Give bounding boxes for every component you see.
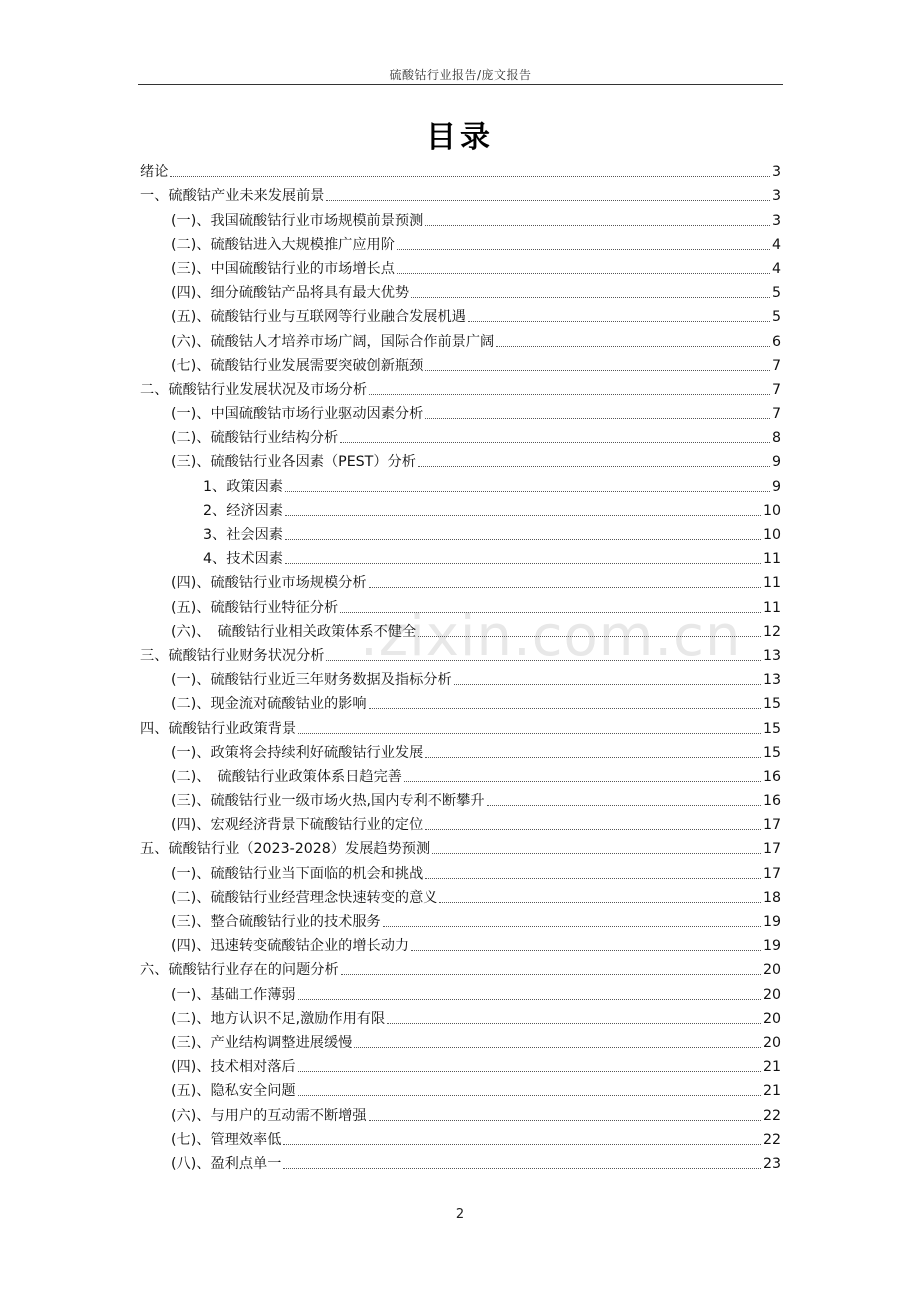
toc-entry-title: (三)、中国硫酸钴行业的市场增长点 xyxy=(171,260,395,277)
toc-entry-title: (七)、硫酸钴行业发展需要突破创新瓶颈 xyxy=(171,357,424,374)
toc-entry[interactable] xyxy=(140,205,781,229)
dot-leader xyxy=(170,176,770,177)
dot-leader xyxy=(487,805,761,806)
dot-leader xyxy=(387,1023,761,1024)
toc-entry-title: (二)、硫酸钴进入大规模推广应用阶 xyxy=(171,236,395,253)
toc-entry-page: 16 xyxy=(762,793,781,810)
toc-entry-page: 10 xyxy=(762,502,781,519)
toc-entry-title: (一)、我国硫酸钴行业市场规模前景预测 xyxy=(171,212,424,229)
toc-entry[interactable] xyxy=(140,278,781,302)
toc-entry-page: 11 xyxy=(762,599,781,616)
toc-entry-title: (四)、宏观经济背景下硫酸钴行业的定位 xyxy=(171,817,424,834)
toc-entry-title: 1、政策因素 xyxy=(203,478,283,495)
dot-leader xyxy=(425,878,761,879)
toc-entry-title: (七)、管理效率低 xyxy=(171,1131,282,1148)
toc-entry[interactable] xyxy=(140,157,781,181)
toc-entry-title: (四)、迅速转变硫酸钴企业的增长动力 xyxy=(171,938,410,955)
toc-entry[interactable] xyxy=(140,955,781,979)
toc-entry-title: 一、硫酸钴产业未来发展前景 xyxy=(140,188,325,205)
toc-entry-page: 4 xyxy=(771,236,781,253)
toc-entry[interactable] xyxy=(140,496,781,520)
toc-entry[interactable] xyxy=(140,471,781,495)
toc-entry-title: (二)、硫酸钴行业经营理念快速转变的意义 xyxy=(171,889,438,906)
toc-entry-title: (三)、整合硫酸钴行业的技术服务 xyxy=(171,914,381,930)
running-header: 硫酸钴行业报告/庞文报告 xyxy=(389,68,532,82)
toc-entry-page: 16 xyxy=(762,768,781,785)
toc-entry[interactable] xyxy=(140,230,781,254)
toc-entry-page: 15 xyxy=(762,744,781,761)
toc-entry-page: 20 xyxy=(762,1034,781,1051)
dot-leader xyxy=(326,660,760,661)
toc-entry-page: 20 xyxy=(762,962,781,979)
dot-leader xyxy=(298,733,761,734)
toc-entry-page: 3 xyxy=(771,212,781,229)
dot-leader xyxy=(404,781,761,782)
dot-leader xyxy=(285,515,761,516)
toc-entry-page: 9 xyxy=(771,454,781,471)
toc-entry-title: (一)、硫酸钴行业近三年财务数据及指标分析 xyxy=(171,672,452,689)
toc-entry[interactable] xyxy=(140,907,781,931)
page-title: 目录 xyxy=(426,120,494,155)
toc-entry-title: 五、硫酸钴行业（2023-2028）发展趋势预测 xyxy=(140,841,431,858)
toc-entry[interactable] xyxy=(140,762,781,786)
toc-entry-title: 绪论 xyxy=(140,164,169,181)
dot-leader xyxy=(283,1144,761,1145)
toc-entry[interactable] xyxy=(140,181,781,205)
toc-entry[interactable] xyxy=(140,641,781,665)
dot-leader xyxy=(369,394,770,395)
dot-leader xyxy=(285,563,761,564)
toc-entry[interactable] xyxy=(140,399,781,423)
toc-entry-page: 22 xyxy=(762,1131,781,1148)
toc-entry[interactable] xyxy=(140,520,781,544)
toc-entry-page: 6 xyxy=(771,333,781,350)
dot-leader xyxy=(411,297,770,298)
toc-entry-title: (三)、硫酸钴行业一级市场火热,国内专利不断攀升 xyxy=(171,793,485,810)
toc-entry-title: (二)、硫酸钴行业结构分析 xyxy=(171,430,339,447)
toc-entry-title: (八)、盈利点单一 xyxy=(171,1155,282,1172)
dot-leader xyxy=(340,612,761,613)
toc-entry-title: (二)、现金流对硫酸钴业的影响 xyxy=(171,696,367,713)
header-divider xyxy=(138,84,783,85)
toc-entry[interactable] xyxy=(140,713,781,737)
page-number: 2 xyxy=(455,1207,465,1222)
toc-entry-title: (二)、地方认识不足,激励作用有限 xyxy=(171,1010,386,1027)
toc-entry[interactable] xyxy=(140,1149,781,1173)
toc-entry[interactable] xyxy=(140,689,781,713)
toc-entry[interactable] xyxy=(140,544,781,568)
toc-entry-title: (二)、 硫酸钴行业政策体系日趋完善 xyxy=(171,768,402,785)
dot-leader xyxy=(411,950,761,951)
toc-entry-title: (一)、基础工作薄弱 xyxy=(171,986,296,1003)
toc-entry-page: 11 xyxy=(762,551,781,568)
toc-entry-page: 19 xyxy=(762,914,781,930)
toc-entry-title: (一)、政策将会持续利好硫酸钴行业发展 xyxy=(171,744,424,761)
toc-entry-page: 21 xyxy=(762,1059,781,1076)
toc-entry[interactable] xyxy=(140,1028,781,1052)
toc-entry[interactable] xyxy=(140,302,781,326)
toc-entry[interactable] xyxy=(140,351,781,375)
toc-entry-page: 3 xyxy=(771,164,781,181)
dot-leader xyxy=(454,684,761,685)
toc-entry[interactable] xyxy=(140,786,781,810)
toc-entry-title: (一)、硫酸钴行业当下面临的机会和挑战 xyxy=(171,865,424,882)
dot-leader xyxy=(298,999,761,1000)
table-of-contents xyxy=(140,157,781,1173)
toc-entry-page: 8 xyxy=(771,430,781,447)
toc-entry-page: 17 xyxy=(762,865,781,882)
toc-entry-page: 12 xyxy=(762,623,781,640)
dot-leader xyxy=(298,1095,761,1096)
dot-leader xyxy=(354,1047,761,1048)
toc-entry-title: (一)、中国硫酸钴市场行业驱动因素分析 xyxy=(171,406,424,423)
toc-entry-title: (六)、硫酸钴人才培养市场广阔，国际合作前景广阔 xyxy=(171,333,495,350)
toc-entry[interactable] xyxy=(140,1125,781,1149)
toc-entry[interactable] xyxy=(140,375,781,399)
toc-entry-page: 11 xyxy=(762,575,781,592)
toc-entry[interactable] xyxy=(140,1004,781,1028)
toc-entry-page: 17 xyxy=(762,841,781,858)
dot-leader xyxy=(397,273,770,274)
toc-entry-page: 10 xyxy=(762,527,781,543)
toc-entry-page: 7 xyxy=(771,357,781,374)
toc-entry-page: 15 xyxy=(762,696,781,713)
dot-leader xyxy=(425,418,770,419)
toc-entry[interactable] xyxy=(140,568,781,592)
toc-entry-title: (六)、与用户的互动需不断增强 xyxy=(171,1107,367,1124)
toc-entry-page: 20 xyxy=(762,986,781,1003)
dot-leader xyxy=(383,926,761,927)
toc-entry-title: 3、社会因素 xyxy=(203,527,283,543)
toc-entry-page: 4 xyxy=(771,260,781,277)
toc-entry-page: 13 xyxy=(762,647,781,664)
toc-entry-page: 19 xyxy=(762,938,781,955)
dot-leader xyxy=(298,1071,761,1072)
toc-entry-title: 六、硫酸钴行业存在的问题分析 xyxy=(140,962,339,979)
toc-entry-title: (五)、硫酸钴行业与互联网等行业融合发展机遇 xyxy=(171,309,466,326)
dot-leader xyxy=(425,225,770,226)
dot-leader xyxy=(341,974,761,975)
dot-leader xyxy=(285,491,770,492)
toc-entry-page: 23 xyxy=(762,1155,781,1172)
toc-entry-title: (五)、隐私安全问题 xyxy=(171,1083,296,1100)
toc-entry-page: 3 xyxy=(771,188,781,205)
toc-entry-page: 18 xyxy=(762,889,781,906)
toc-entry[interactable] xyxy=(140,979,781,1003)
toc-entry[interactable] xyxy=(140,326,781,350)
toc-entry-page: 13 xyxy=(762,672,781,689)
dot-leader xyxy=(418,466,770,467)
toc-entry-page: 15 xyxy=(762,720,781,737)
toc-entry-title: 4、技术因素 xyxy=(203,551,283,568)
toc-entry-title: 三、硫酸钴行业财务状况分析 xyxy=(140,647,325,664)
toc-entry[interactable] xyxy=(140,592,781,616)
toc-entry[interactable] xyxy=(140,810,781,834)
watermark: .zixin.com.cn xyxy=(360,604,742,669)
dot-leader xyxy=(369,1120,761,1121)
toc-entry-title: (四)、细分硫酸钴产品将具有最大优势 xyxy=(171,285,410,302)
toc-entry-page: 9 xyxy=(771,478,781,495)
toc-entry[interactable] xyxy=(140,834,781,858)
toc-entry-title: (四)、技术相对落后 xyxy=(171,1059,296,1076)
dot-leader xyxy=(326,200,770,201)
toc-entry-title: 2、经济因素 xyxy=(203,502,283,519)
dot-leader xyxy=(496,346,770,347)
toc-entry-title: (三)、硫酸钴行业各因素（PEST）分析 xyxy=(171,454,416,471)
toc-entry-page: 5 xyxy=(771,285,781,302)
dot-leader xyxy=(432,853,761,854)
toc-entry-page: 22 xyxy=(762,1107,781,1124)
toc-entry[interactable] xyxy=(140,883,781,907)
toc-entry[interactable] xyxy=(140,1076,781,1100)
toc-entry[interactable] xyxy=(140,931,781,955)
dot-leader xyxy=(425,370,770,371)
toc-entry-page: 17 xyxy=(762,817,781,834)
dot-leader xyxy=(418,636,761,637)
toc-entry-page: 21 xyxy=(762,1083,781,1100)
toc-entry[interactable] xyxy=(140,665,781,689)
dot-leader xyxy=(425,829,761,830)
dot-leader xyxy=(397,249,770,250)
dot-leader xyxy=(425,757,761,758)
dot-leader xyxy=(369,708,761,709)
toc-entry-page: 7 xyxy=(771,406,781,423)
toc-entry-title: 四、硫酸钴行业政策背景 xyxy=(140,720,297,737)
toc-entry-title: (四)、硫酸钴行业市场规模分析 xyxy=(171,575,367,592)
toc-entry-title: (六)、 硫酸钴行业相关政策体系不健全 xyxy=(171,623,417,640)
toc-entry-title: (五)、硫酸钴行业特征分析 xyxy=(171,599,339,616)
toc-entry-page: 20 xyxy=(762,1010,781,1027)
toc-entry-page: 7 xyxy=(771,381,781,398)
toc-entry[interactable] xyxy=(140,1100,781,1124)
toc-entry[interactable] xyxy=(140,447,781,471)
dot-leader xyxy=(283,1168,761,1169)
dot-leader xyxy=(285,539,761,540)
toc-entry[interactable] xyxy=(140,423,781,447)
toc-entry[interactable] xyxy=(140,738,781,762)
dot-leader xyxy=(439,902,760,903)
toc-entry-title: (三)、产业结构调整进展缓慢 xyxy=(171,1034,353,1051)
toc-entry[interactable] xyxy=(140,254,781,278)
toc-entry-title: 二、硫酸钴行业发展状况及市场分析 xyxy=(140,381,368,398)
toc-entry[interactable] xyxy=(140,617,781,641)
dot-leader xyxy=(340,442,770,443)
toc-entry[interactable] xyxy=(140,858,781,882)
dot-leader xyxy=(468,321,770,322)
toc-entry[interactable] xyxy=(140,1052,781,1076)
dot-leader xyxy=(369,587,761,588)
toc-entry-page: 5 xyxy=(771,309,781,326)
